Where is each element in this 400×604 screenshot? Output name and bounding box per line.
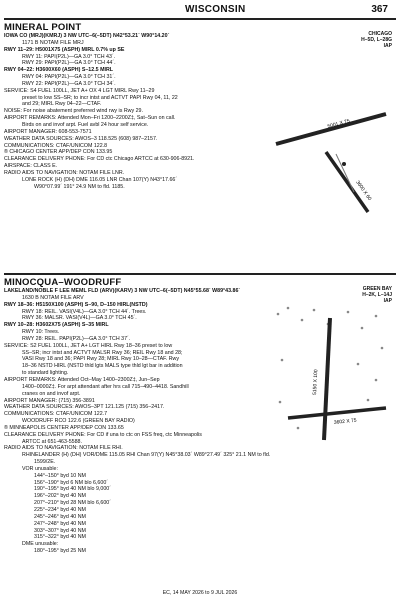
detail-line: AIRPORT REMARKS: Attended Oct–May 1400–2300Z‡, Jun–Sep [4,376,160,383]
detail-line: WEATHER DATA SOURCES: AWOS–3 118.525 (608) 987–2157. [4,135,158,142]
detail-line: RWY 10: Trees. [22,329,60,336]
airport-name-line: IOWA CO (MRJ)(KMRJ) 3 NW UTC–6(–5DT) N42°53.21´ W90°14.20´ [4,33,170,39]
detail-line: AIRPORT MANAGER: 608-553-7571 [4,128,92,135]
detail-line: ® MINNEAPOLIS CENTER APP/DEP CON 133.65 [4,424,124,431]
runway-10-28 [288,408,386,418]
page-number: 367 [371,4,388,15]
header-divider [4,18,396,20]
detail-line: 190°–195° byd 40 NM blo 9,000´ [34,486,111,493]
detail-line: WEATHER DATA SOURCES: AWOS–3PT 121.125 (715) 356–2417. [4,404,165,411]
detail-line: ARTCC at 651-463-5588. [22,438,82,445]
detail-line: DME unusable: [22,541,59,548]
iap-label: IAP [383,43,392,49]
detail-line: 196°–202° byd 40 NM [34,493,86,500]
detail-line: to standard lighting. [22,370,69,377]
runway-label-a: 5001 X 75 [326,118,351,130]
detail-line: 245°–246° byd 40 NM [34,513,86,520]
detail-line: AIRPORT MANAGER: (715) 356-3891 [4,397,95,404]
detail-line: 207°–210° byd 28 NM blo 6,600´ [34,500,111,507]
detail-line: RADIO AIDS TO NAVIGATION: NOTAM FILE RHI. [4,445,123,452]
detail-line: 303°–307° byd 40 NM [34,527,86,534]
city-name: MINOCQUA–WOODRUFF [4,277,122,288]
detail-line: RWY 04–22: H3600X60 (ASPH) S–12.5 MIRL [4,67,114,74]
detail-line: 156°–190° byd 6 NM blo 6,600´ [34,479,109,486]
detail-line: RWY 04: PAPI(P2L)—GA 3.0° TCH 31´. [22,74,116,81]
detail-line: VOR unusable: [22,465,58,472]
detail-line: 315°–322° byd 40 NM [34,534,86,541]
detail-line: SS–SR; incr intst and ACTVT MALSR Rwy 36; REIL Rwy 18 and 28; [22,349,183,356]
detail-line: AIRPORT REMARKS: Attended Mon–Fri 1200–2200Z‡, Sat–Sun on call. [4,115,176,122]
beacon-icon [342,162,346,166]
detail-line: CLEARANCE DELIVERY PHONE: For CD if una to ctc on FSS freq, ctc Minneapolis [4,431,202,438]
detail-line: 18–36 NSTD HIRL (NSTD thld lgts MALS type thld lgt bar in addition [22,363,183,370]
airport-name-line: LAKELAND/NOBLE F LEE MEML FLD (ARV)(KARV) 3 NW UTC–6(–5DT) N45°55.68´ W89°43.86´ [4,288,241,294]
detail-line: COMMUNICATIONS: CTAF/UNICOM 122.8 [4,142,108,149]
detail-line: W90°07.99´ 191° 24.9 NM to fld. 1185. [34,183,125,190]
detail-line: RWY 36: MALSR. VASI(V4L)—GA 3.0° TCH 45´. [22,315,137,322]
detail-line: RWY 22: PAPI(P2L)—GA 3.0° TCH 34´. [22,80,116,87]
detail-line: RWY 29: PAPI(P2L)—GA 3.0° TCH 44´. [22,60,116,67]
detail-line: LONE ROCK (H) (DH) DME 116.05 LNR Chan 107(Y) N43°17.66´ [22,176,178,183]
chart-sub: H–5D, L–28G [361,37,392,43]
detail-line: SERVICE: S4 FUEL 100LL, JET A+ OX 4 LGT MIRL Rwy 11–29 [4,87,155,94]
chart-name: GREEN BAY [362,286,392,292]
airport-diagram-arv [258,300,398,450]
detail-line: and 29; MIRL Rwy 04–22—CTAF. [22,101,102,108]
section-divider [4,273,396,275]
detail-line: RWY 11: PAPI(P2L)—GA 3.0° TCH 43´. [22,53,116,60]
detail-line: CLEARANCE DELIVERY PHONE: For CD ctc Chicago ARTCC at 630-906-8921. [4,156,195,163]
detail-line: 225°–234° byd 40 NM [34,507,86,513]
elevation-line: 1171 B NOTAM FILE MRJ [22,39,84,46]
detail-line: RWY 18: REIL. VASI(V4L)—GA 3.0° TCH 44´. Trees. [22,308,147,315]
detail-line: 1599/2E. [34,459,56,466]
footer-effective-dates: EC, 14 MAY 2026 to 9 JUL 2026 [162,590,238,596]
detail-line: NOISE: For noise abatement preferred wind rwy is Rwy 29. [4,108,143,115]
runway-label-b: 3600 X 60 [354,179,373,202]
airport-diagram-mrj [258,92,398,242]
runway-18-36 [324,318,330,440]
chart-sub: H–2K, L–14J [362,292,392,298]
chart-name: CHICAGO [368,31,392,37]
detail-line: VASI Rwy 18 and 36; PAPI Rwy 28; MIRL Rwy 10–28—CTAF. Rwy [22,356,179,363]
detail-line: preset to low SS–SR; to incr intst and ACTVT PAPI Rwy 04, 11, 22 [22,94,178,101]
detail-line: 180°–195° byd 25 NM [34,548,86,555]
detail-line: RWY 28: REIL. PAPI(P2L)—GA 3.0° TCH 37´. [22,335,131,342]
chart-reference [361,31,392,49]
page-header [0,0,400,18]
runway-label-a: 5150 X 100 [312,369,320,396]
city-name: MINERAL POINT [4,22,82,33]
detail-line: cranes on and invof arpt. [22,390,81,397]
detail-line: RADIO AIDS TO NAVIGATION: NOTAM FILE LNR. [4,169,125,176]
detail-line: ® CHICAGO CENTER APP/DEP CON 133.95 [4,149,113,156]
detail-line: 247°–248° byd 40 NM [34,520,86,527]
detail-line: AIRSPACE: CLASS E. [4,163,58,170]
iap-label: IAP [383,298,392,304]
detail-line: SERVICE: S2 FUEL 100LL, JET A+ LGT HIRL Rwy 18–36 preset to low [4,342,173,349]
detail-line: 144°–150° byd 10 NM [34,472,86,479]
elevation-line: 1630 B NOTAM FILE ARV [22,294,84,301]
detail-line: 1400–0000Z‡. For arpt attendant after hrs call 715–490–4418. Sandhill [22,383,189,390]
detail-line: RWY 10–28: H3602X75 (ASPH) S–35 MIRL [4,322,109,329]
detail-line: RHINELANDER (H) (DH) VOR/DME 115.05 RHI Chan 97(Y) N45°38.03´ W89°27.49´ 325° 21.1 NM to fld. [22,452,271,459]
detail-line: COMMUNICATIONS: CTAF/UNICOM 122.7 [4,411,108,418]
detail-line: RWY 11–29: H5001X75 (ASPH) MIRL 0.7% up SE [4,46,125,53]
detail-line: Birds on and invof arpt. Fuel avbl 24 hour self service. [22,121,149,128]
detail-line: WOODRUFF RCO 122.6 (GREEN BAY RADIO) [22,418,135,425]
state-title: WISCONSIN [185,4,246,15]
runway-label-b: 3602 X 75 [333,417,357,426]
detail-line: RWY 18–36: H5150X100 (ASPH) S–90, D–150 HIRL(NSTD) [4,301,148,308]
